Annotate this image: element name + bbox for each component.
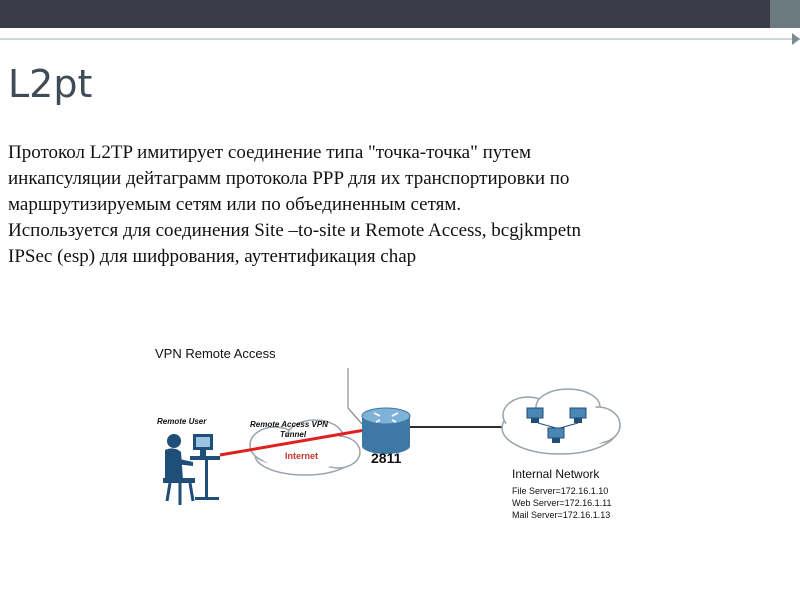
internal-network-cloud: [502, 389, 620, 454]
body-line: маршрутизируемым сетям или по объединенным сетям.: [8, 194, 462, 215]
server-entry: File Server=172.16.1.10: [512, 486, 609, 496]
body-line: IPSec (esp) для шифрования, аутентификация chap: [8, 246, 417, 267]
body-line: Протокол L2TP имитирует соединение типа "точка-точка" путем: [8, 142, 532, 163]
slide-title: L2pt: [8, 62, 93, 106]
remote-user-icon: [163, 434, 220, 505]
network-title: Internal Network: [512, 467, 600, 481]
diagram-title: VPN Remote Access: [155, 346, 276, 361]
tunnel-label-2: Tunnel: [280, 430, 307, 439]
title-callout-line-2: [348, 408, 362, 424]
router-label: 2811: [371, 450, 402, 466]
server-entry: Web Server=172.16.1.11: [512, 498, 612, 508]
tunnel-label: Remote Access VPN: [250, 420, 328, 429]
body-line: инкапсуляции дейтаграмм протокола PPP для их транспортировки по: [8, 168, 570, 189]
body-line: Используется для соединения Site –to-site и Remote Access, bcgjkmpetn: [8, 220, 581, 241]
remote-user-label: Remote User: [157, 417, 207, 426]
cloud-label: Internet: [285, 451, 319, 461]
router-icon: [362, 408, 410, 454]
server-entry: Mail Server=172.16.1.13: [512, 510, 611, 520]
